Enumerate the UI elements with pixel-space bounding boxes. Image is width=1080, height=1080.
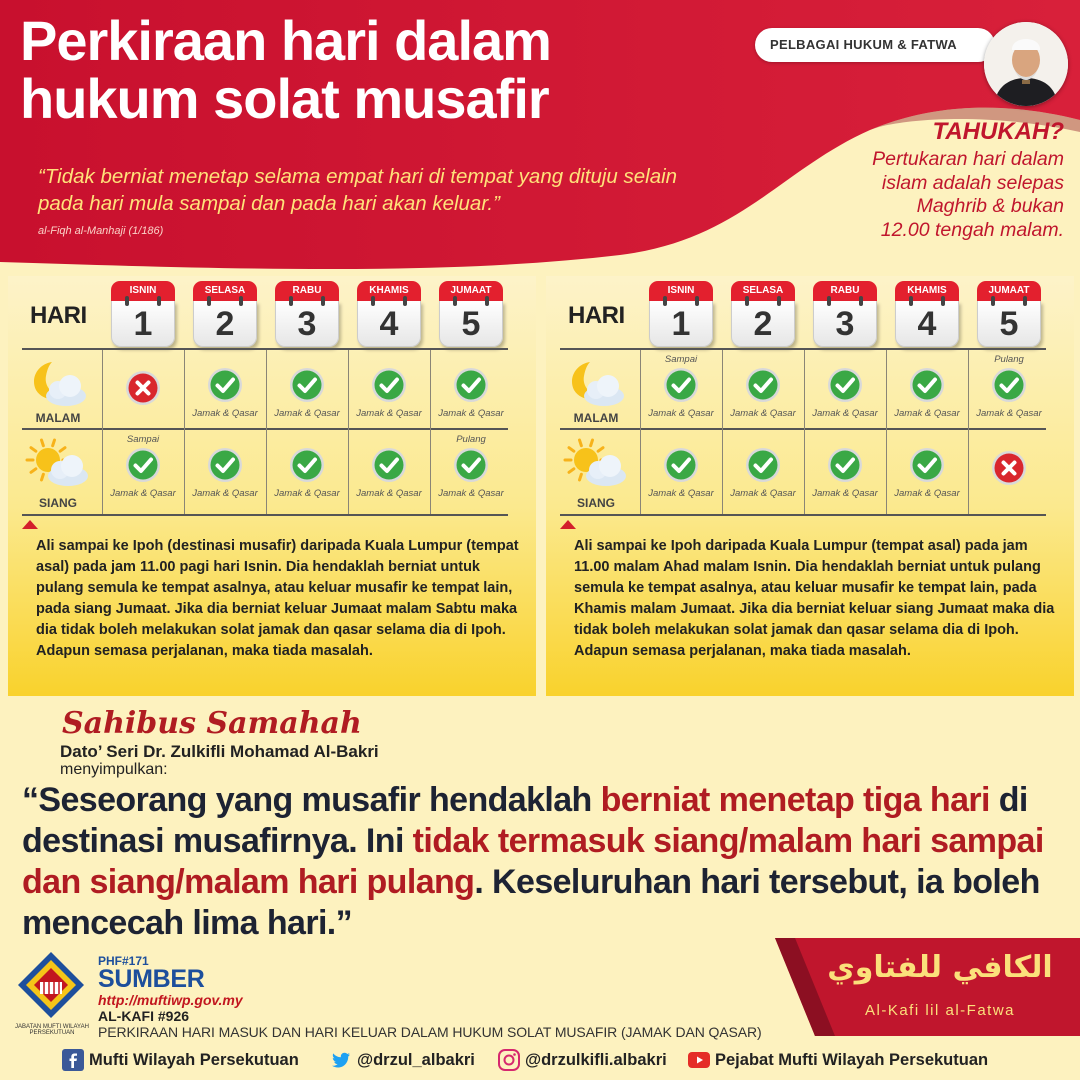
cell-note-jamak-qasar: Jamak & Qasar	[438, 488, 504, 499]
calendar-ring	[371, 296, 375, 306]
instagram-link[interactable]	[498, 1046, 667, 1074]
cross-icon	[125, 370, 161, 406]
scenario-panel-left	[8, 276, 536, 696]
cell-note-jamak-qasar: Jamak & Qasar	[110, 488, 176, 499]
phf-number: PHF#171	[98, 954, 149, 968]
calendar-day-name: RABU	[275, 281, 339, 301]
footer-title: PERKIRAAN HARI MASUK DAN HARI KELUAR DALAM HUKUM SOLAT MUSAFIR (JAMAK DAN QASAR)	[98, 1024, 762, 1040]
calendar-ring	[695, 296, 699, 306]
quote-highlight-2: tidak termasuk siang/malam hari sampai dan siang/malam hari pulang	[22, 822, 1044, 901]
tahukah-line-1: Pertukaran hari dalam	[872, 148, 1064, 170]
twitter-icon	[330, 1049, 352, 1071]
page-title	[20, 9, 740, 130]
mufti-office-logo	[16, 950, 86, 1020]
sun-cloud-icon	[22, 436, 94, 492]
calendar-ring	[289, 296, 293, 306]
cell-note-jamak-qasar: Jamak & Qasar	[976, 408, 1042, 419]
row-label-malam: MALAM	[35, 411, 81, 425]
calendar-day-rabu	[275, 281, 339, 347]
cell-note-pulang: Pulang	[456, 434, 486, 445]
quote-source: al-Fiqh al-Manhaji (1/186)	[38, 225, 164, 237]
check-icon	[289, 447, 325, 483]
check-icon	[909, 367, 945, 403]
calendar-day-isnin	[649, 281, 713, 347]
cell-note-jamak-qasar: Jamak & Qasar	[812, 408, 878, 419]
check-icon	[371, 447, 407, 483]
facebook-handle: Mufti Wilayah Persekutuan	[89, 1050, 299, 1069]
calendar-ring	[403, 296, 407, 306]
calendar-day-number: 4	[357, 301, 421, 347]
scenario-panel-right	[546, 276, 1074, 696]
calendar-ring	[125, 296, 129, 306]
cell-note-jamak-qasar: Jamak & Qasar	[356, 488, 422, 499]
calendar-day-khamis	[895, 281, 959, 347]
hari-label: HARI	[30, 302, 87, 329]
moon-cloud-icon	[560, 356, 632, 412]
cell-note-jamak-qasar: Jamak & Qasar	[812, 488, 878, 499]
quote-part-1: “Seseorang yang musafir hendaklah	[22, 781, 601, 819]
calendar-ring	[207, 296, 211, 306]
calendar-ring	[991, 296, 995, 306]
calendar-day-rabu	[813, 281, 877, 347]
calendar-day-name: JUMAAT	[977, 281, 1041, 301]
check-icon	[453, 367, 489, 403]
mufti-name: Dato’ Seri Dr. Zulkifli Mohamad Al-Bakri	[60, 742, 379, 761]
series-label: PELBAGAI HUKUM & FATWA	[770, 37, 957, 52]
hari-label: HARI	[568, 302, 625, 329]
conclusion-verb: menyimpulkan:	[60, 761, 168, 778]
calendar-day-number: 2	[193, 301, 257, 347]
sumber-label: SUMBER	[98, 965, 205, 993]
cell-note-jamak-qasar: Jamak & Qasar	[356, 408, 422, 419]
calendar-day-number: 1	[111, 301, 175, 347]
check-icon	[745, 447, 781, 483]
calendar-ring	[777, 296, 781, 306]
cell-note-jamak-qasar: Jamak & Qasar	[648, 488, 714, 499]
calendar-day-selasa	[193, 281, 257, 347]
cell-note-jamak-qasar: Jamak & Qasar	[274, 408, 340, 419]
check-icon	[371, 367, 407, 403]
calendar-day-jumaat	[977, 281, 1041, 347]
quote-part-3: . Keseluruhan hari tersebut, ia boleh mencecah lima hari.”	[22, 863, 1040, 942]
scenario-description: Ali sampai ke Ipoh daripada Kuala Lumpur (tempat asal) pada jam 11.00 malam Ahad malam Isnin. Dia hendaklah berniat untuk pulang semula ke tempat asalnya, atau keluar musafir ke tempat lain, pada Khamis malam Jumaat. Jika dia berniat keluar siang Jumaat maka dia tidak boleh melakukan solat jamak dan qasar selama dia di Ipoh. Adapun semasa perjalanan, maka tiada masalah.	[574, 538, 1055, 659]
pointer-triangle	[560, 520, 576, 529]
series-label-pill	[755, 28, 995, 62]
calendar-day-number: 5	[439, 301, 503, 347]
table-row-divider	[22, 348, 508, 350]
check-icon	[991, 367, 1027, 403]
check-icon	[745, 367, 781, 403]
cell-note-jamak-qasar: Jamak & Qasar	[274, 488, 340, 499]
source-url[interactable]: http://muftiwp.gov.my	[98, 992, 243, 1008]
table-row-divider	[22, 428, 508, 430]
pointer-triangle	[22, 520, 38, 529]
calendar-day-number: 5	[977, 301, 1041, 347]
row-label-malam: MALAM	[573, 411, 619, 425]
quote-highlight-1: berniat menetap tiga hari	[600, 781, 990, 819]
calendar-ring	[453, 296, 457, 306]
row-label-siang: SIANG	[38, 496, 77, 510]
calendar-day-name: KHAMIS	[357, 281, 421, 301]
table-row-divider	[22, 514, 508, 516]
calendar-ring	[909, 296, 913, 306]
check-icon	[827, 447, 863, 483]
cell-note-jamak-qasar: Jamak & Qasar	[192, 488, 258, 499]
calendar-day-selasa	[731, 281, 795, 347]
calendar-ring	[321, 296, 325, 306]
cell-note-sampai: Sampai	[664, 354, 698, 365]
tahukah-line-2: islam adalah selepas	[881, 171, 1064, 194]
cell-note-sampai: Sampai	[126, 434, 160, 445]
check-icon	[289, 367, 325, 403]
cell-note-jamak-qasar: Jamak & Qasar	[730, 488, 796, 499]
cell-note-pulang: Pulang	[994, 354, 1024, 365]
calendar-day-number: 1	[649, 301, 713, 347]
portrait-icon	[984, 22, 1068, 106]
tahukah-title: TAHUKAH?	[932, 118, 1064, 145]
conclusion-quote	[22, 780, 1062, 944]
cell-note-jamak-qasar: Jamak & Qasar	[438, 408, 504, 419]
instagram-icon	[498, 1049, 520, 1071]
tahukah-line-3: Maghrib & bukan	[916, 195, 1064, 217]
calendar-day-jumaat	[439, 281, 503, 347]
title-line-2: hukum solat musafir	[20, 67, 549, 130]
check-icon	[827, 367, 863, 403]
check-icon	[909, 447, 945, 483]
check-icon	[663, 367, 699, 403]
table-row-divider	[560, 348, 1046, 350]
calendar-ring	[745, 296, 749, 306]
cross-icon	[991, 450, 1027, 486]
instagram-handle: @drzulkifli.albakri	[525, 1050, 667, 1069]
check-icon	[207, 447, 243, 483]
cell-note-jamak-qasar: Jamak & Qasar	[192, 408, 258, 419]
youtube-icon	[688, 1049, 710, 1071]
tahukah-text	[804, 148, 1064, 242]
scenario-description: Ali sampai ke Ipoh (destinasi musafir) daripada Kuala Lumpur (tempat asal) pada jam 11.00 pagi hari Isnin. Dia hendaklah berniat untuk pulang semula ke tempat asalnya, atau keluar musafir ke tempat lain, pada siang Jumaat. Jika dia berniat keluar Jumaat malam Sabtu maka dia tidak boleh melakukan solat jamak dan qasar selama dia di Ipoh. Adapun semasa perjalanan, maka tiada masalah.	[36, 538, 519, 659]
calendar-day-name: SELASA	[193, 281, 257, 301]
twitter-link[interactable]	[330, 1046, 475, 1074]
quote-part-2: di destinasi musafirnya. Ini	[22, 781, 1028, 860]
kafi-latin-title: Al-Kafi lil al-Fatwa	[864, 1002, 1016, 1019]
cell-note-jamak-qasar: Jamak & Qasar	[730, 408, 796, 419]
youtube-link[interactable]	[688, 1046, 988, 1074]
table-row-divider	[560, 514, 1046, 516]
moon-cloud-icon	[22, 356, 94, 412]
calendar-ring	[157, 296, 161, 306]
header-quote: “Tidak berniat menetap selama empat hari di tempat yang dituju selain pada hari mula sampai dan pada hari akan keluar.”	[38, 165, 678, 215]
row-label-siang: SIANG	[576, 496, 615, 510]
cell-note-jamak-qasar: Jamak & Qasar	[894, 488, 960, 499]
facebook-link[interactable]	[62, 1046, 299, 1074]
mufti-portrait	[984, 22, 1068, 106]
calendar-day-isnin	[111, 281, 175, 347]
calendar-day-name: ISNIN	[111, 281, 175, 301]
cell-note-jamak-qasar: Jamak & Qasar	[894, 408, 960, 419]
calendar-ring	[827, 296, 831, 306]
check-icon	[125, 447, 161, 483]
calendar-ring	[1023, 296, 1027, 306]
calendar-day-name: ISNIN	[649, 281, 713, 301]
check-icon	[207, 367, 243, 403]
calendar-ring	[859, 296, 863, 306]
calendar-day-name: KHAMIS	[895, 281, 959, 301]
facebook-icon	[62, 1049, 84, 1071]
calendar-day-name: RABU	[813, 281, 877, 301]
sun-cloud-icon	[560, 436, 632, 492]
logo-caption: JABATAN MUFTI WILAYAH PERSEKUTUAN	[15, 1024, 89, 1036]
calendar-day-number: 3	[275, 301, 339, 347]
calendar-ring	[663, 296, 667, 306]
calendar-day-number: 2	[731, 301, 795, 347]
title-line-1: Perkiraan hari dalam	[20, 9, 551, 72]
table-row-divider	[560, 428, 1046, 430]
calendar-ring	[239, 296, 243, 306]
youtube-channel: Pejabat Mufti Wilayah Persekutuan	[715, 1050, 989, 1069]
calendar-ring	[941, 296, 945, 306]
tahukah-line-4: 12.00 tengah malam.	[880, 218, 1064, 241]
check-icon	[453, 447, 489, 483]
cell-note-jamak-qasar: Jamak & Qasar	[648, 408, 714, 419]
check-icon	[663, 447, 699, 483]
calendar-day-name: JUMAAT	[439, 281, 503, 301]
twitter-handle: @drzul_albakri	[357, 1050, 475, 1069]
table-col-divider	[968, 350, 969, 514]
kafi-arabic-title: الكافي للفتاوي	[827, 950, 1053, 985]
calendar-day-number: 3	[813, 301, 877, 347]
kafi-number: AL-KAFI #926	[98, 1008, 190, 1024]
calendar-day-number: 4	[895, 301, 959, 347]
calendar-day-khamis	[357, 281, 421, 347]
calendar-day-name: SELASA	[731, 281, 795, 301]
sahibus-heading: Sahibus Samahah	[62, 706, 362, 741]
logo-icon	[16, 950, 86, 1020]
calendar-ring	[485, 296, 489, 306]
